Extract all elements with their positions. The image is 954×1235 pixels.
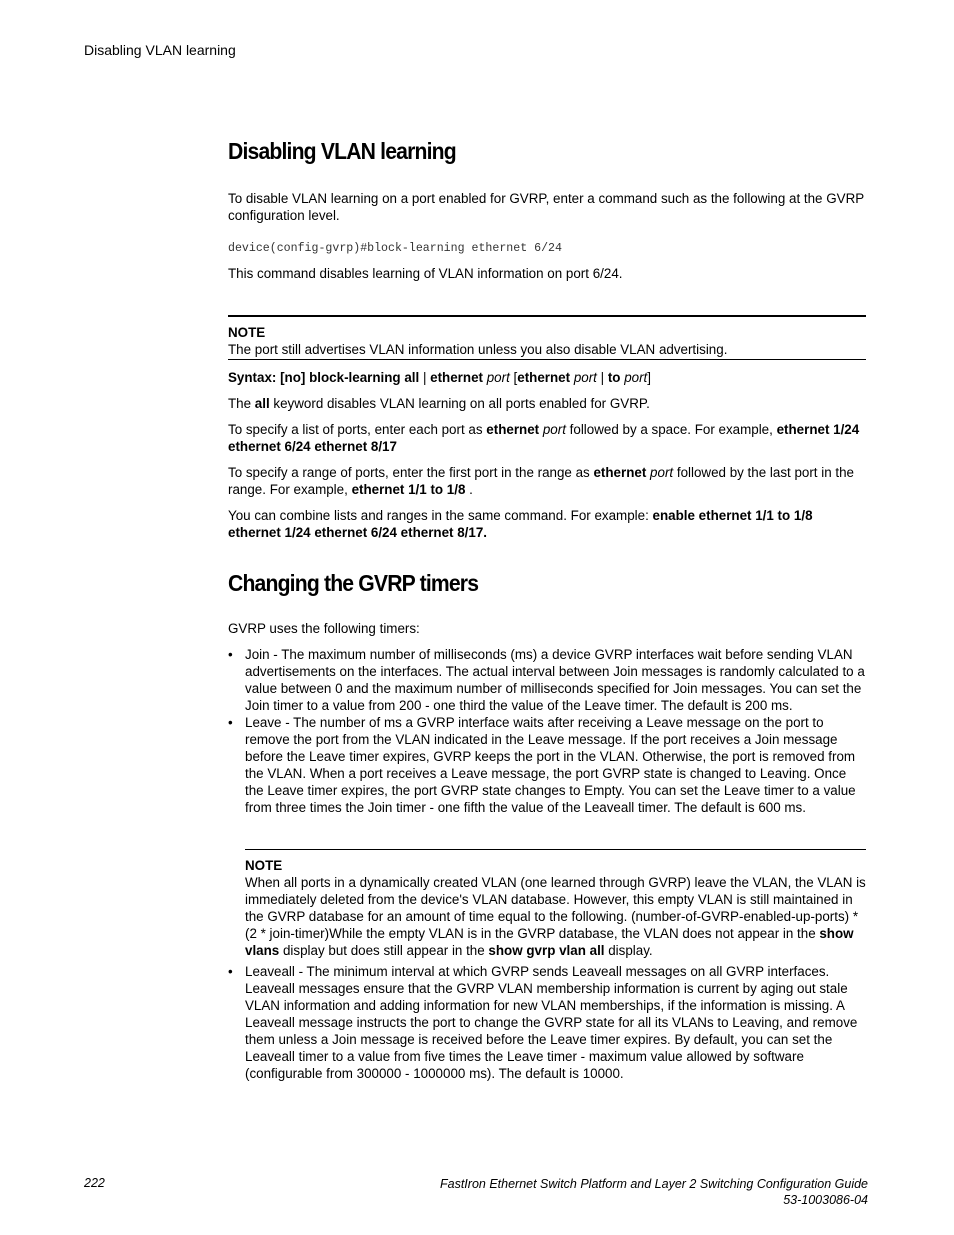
- guide-title: FastIron Ethernet Switch Platform and Layer 2 Switching Configuration Guide: [440, 1177, 868, 1191]
- note-text: When all ports in a dynamically created VLAN (one learned through GVRP) leave the VLAN, the VLAN is immediately deleted from the device's VLAN database. However, this empty VLAN is still maintained in the GVRP database for an amount of time equal to the following. (number-of-GVRP-enabled-up-ports) * (2 * join-timer)While the empty VLAN is in the GVRP database, the VLAN does not appear in the show vlans display but does still appear in the show gvrp vlan all display.: [245, 875, 866, 958]
- note-text: The port still advertises VLAN information unless you also disable VLAN advertising.: [228, 342, 728, 357]
- timers-list-continued: [228, 963, 866, 1082]
- section-title-changing-gvrp-timers: Changing the GVRP timers: [228, 570, 479, 596]
- note-title: NOTE: [228, 325, 266, 340]
- combine-paragraph: You can combine lists and ranges in the same command. For example: enable ethernet 1/1 to 1/8 ethernet 1/24 ethernet 6/24 ethernet 8/17.: [228, 508, 813, 540]
- syntax-line: Syntax: [no] block-learning all | ethernet port [ethernet port | to port]: [228, 370, 652, 385]
- note-title: NOTE: [245, 858, 283, 873]
- syntax-label: Syntax: [no] block-learning all: [228, 370, 420, 385]
- note-box-gvrp: [245, 849, 866, 959]
- port-list-paragraph: To specify a list of ports, enter each port as ethernet port followed by a space. For example, ethernet 1/24 ethernet 6/24 ethernet 8/17: [228, 422, 860, 454]
- timers-list: [228, 646, 866, 816]
- port-range-paragraph: To specify a range of ports, enter the first port in the range as ethernet port followed by the last port in the range. For example, ethernet 1/1 to 1/8 .: [228, 465, 855, 497]
- doc-number: 53-1003086-04: [783, 1193, 868, 1207]
- intro-paragraph: To disable VLAN learning on a port enabled for GVRP, enter a command such as the following at the GVRP configuration level.: [228, 191, 864, 223]
- list-item-leaveall: • Leaveall - The minimum interval at which GVRP sends Leaveall messages on all GVRP interfaces. Leaveall messages ensure that the GVRP VLAN membership information is current by aging out stale VLAN information and adding information for new VLAN memberships, if the information is missing. A Leaveall message instructs the port to change the GVRP state for all its VLANs to Leaving, and remove them unless a Join message is received before the Leave timer expires. By default, you can set the Leaveall timer to a value from five times the Leave timer - maximum value allowed by software (configurable from 300000 - 1000000 ms). The default is 10000.: [228, 963, 866, 1082]
- code-example: device(config-gvrp)#block-learning ethernet 6/24: [228, 242, 562, 255]
- list-item-leave: • Leave - The number of ms a GVRP interface waits after receiving a Leave message on the port to remove the port from the VLAN indicated in the Leave message. If the port receives a Join message before the Leave timer expires, GVRP keeps the port in the VLAN. Otherwise, the port is removed from the VLAN. When a port receives a Leave message, the port GVRP state is changed to Leaving. Once the Leave timer expires, the port GVRP state changes to Empty. You can set the Leave timer to a value from three times the Join timer - one fifth the value of the Leaveall timer. The default is 600 ms.: [228, 714, 866, 816]
- footer-guide-info: [440, 1176, 868, 1208]
- page-number: 222: [84, 1176, 105, 1190]
- page-content: [228, 138, 866, 1082]
- note-box: [228, 315, 866, 360]
- running-header: Disabling VLAN learning: [84, 42, 236, 58]
- list-item-join: • Join - The maximum number of milliseconds (ms) a device GVRP interfaces wait before sending VLAN advertisements on the interfaces. The actual interval between Join messages is randomly calculated to a value between 0 and the maximum number of milliseconds specified for Join messages. You can set the Join timer to a value from 200 - one third the value of the Leave timer. The default is 200 ms.: [228, 646, 866, 714]
- timers-intro: GVRP uses the following timers:: [228, 621, 420, 636]
- section-title-disabling-vlan-learning: Disabling VLAN learning: [228, 138, 456, 164]
- all-keyword-paragraph: The all keyword disables VLAN learning on all ports enabled for GVRP.: [228, 396, 650, 411]
- after-code-paragraph: This command disables learning of VLAN information on port 6/24.: [228, 266, 623, 281]
